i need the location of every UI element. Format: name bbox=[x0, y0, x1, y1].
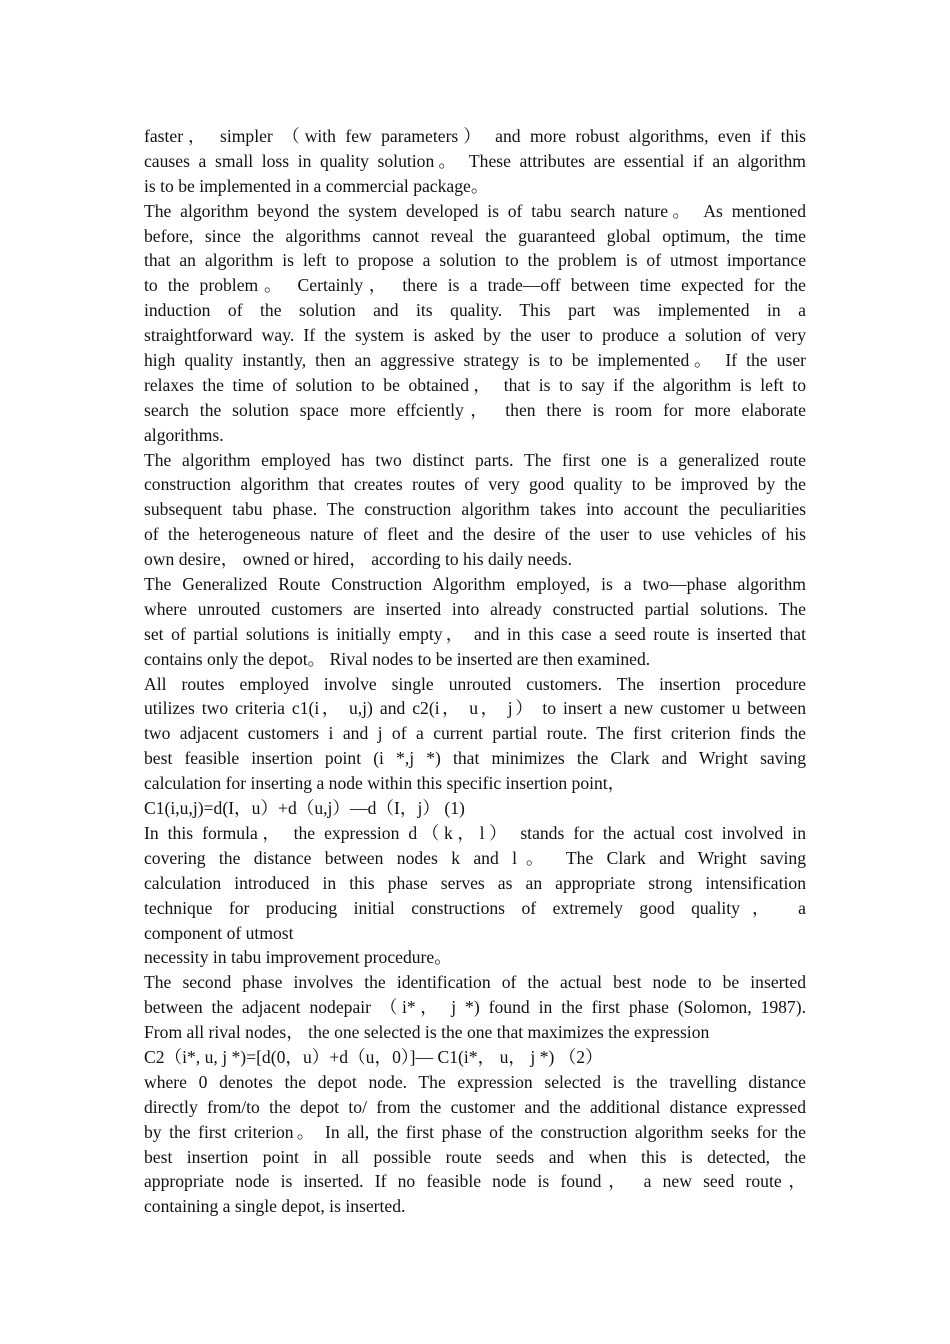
document-body bbox=[144, 124, 806, 1219]
text-line: The Generalized Route Construction Algorithm employed, is a two—phase algorithm bbox=[144, 574, 806, 595]
text-line: The algorithm employed has two distinct parts. The first one is a generalized route bbox=[144, 449, 806, 470]
text-line: best feasible insertion point (i *,j *) that minimizes the Clark and Wright saving bbox=[144, 748, 806, 769]
text-line: best insertion point in all possible route seeds and when this is detected, the bbox=[144, 1146, 806, 1167]
text-line: covering the distance between nodes k and l。 The Clark and Wright saving bbox=[144, 847, 806, 868]
text-line: causes a small loss in quality solution。 These attributes are essential if an algorithm bbox=[144, 150, 806, 171]
text-line: appropriate node is inserted. If no feasible node is found， a new seed route， bbox=[144, 1171, 806, 1192]
text-line: C2（i*, u, j *)=[d(0，u）+d（u，0）]— C1(i*， u， j *) （2） bbox=[144, 1046, 603, 1067]
text-line: high quality instantly, then an aggressive strategy is to be implemented。 If the user bbox=[144, 350, 806, 371]
text-line: directly from/to the depot to/ from the customer and the additional distance expressed bbox=[144, 1096, 806, 1117]
text-line: by the first criterion。 In all, the first phase of the construction algorithm seeks for the bbox=[144, 1121, 806, 1142]
text-line: to the problem。 Certainly， there is a trade—off between time expected for the bbox=[144, 275, 806, 296]
text-line: where unrouted customers are inserted into already constructed partial solutions. The bbox=[144, 598, 806, 619]
text-line: utilizes two criteria c1(i， u,j) and c2(i， u， j） to insert a new customer u between bbox=[144, 698, 806, 719]
text-line: subsequent tabu phase. The construction algorithm takes into account the peculiarities bbox=[144, 499, 806, 520]
text-line: of the heterogeneous nature of fleet and the desire of the user to use vehicles of his bbox=[144, 524, 806, 545]
text-line: where 0 denotes the depot node. The expression selected is the travelling distance bbox=[144, 1071, 806, 1092]
text-line: that an algorithm is left to propose a solution to the problem is of utmost importance bbox=[144, 250, 806, 271]
text-line: The algorithm beyond the system developed is of tabu search nature。 As mentioned bbox=[144, 200, 806, 221]
text-line: set of partial solutions is initially empty， and in this case a seed route is inserted that bbox=[144, 623, 806, 644]
text-line: before, since the algorithms cannot reveal the guaranteed global optimum, the time bbox=[144, 225, 806, 246]
text-line: From all rival nodes， the one selected is the one that maximizes the expression bbox=[144, 1022, 710, 1043]
text-line: straightforward way. If the system is asked by the user to produce a solution of very bbox=[144, 325, 806, 346]
text-line: In this formula， the expression d（k，l） stands for the actual cost involved in bbox=[144, 822, 806, 843]
text-line: component of utmost bbox=[144, 922, 294, 943]
text-line: The second phase involves the identification of the actual best node to be inserted bbox=[144, 972, 806, 993]
text-line: containing a single depot, is inserted. bbox=[144, 1196, 406, 1217]
text-line: search the solution space more effciently， then there is room for more elaborate bbox=[144, 399, 806, 420]
text-line: All routes employed involve single unrouted customers. The insertion procedure bbox=[144, 673, 806, 694]
text-line: C1(i,u,j)=d(I，u）+d（u,j）—d（I，j） (1) bbox=[144, 798, 465, 819]
text-line: contains only the depot。 Rival nodes to be inserted are then examined. bbox=[144, 648, 651, 669]
text-line: two adjacent customers i and j of a current partial route. The first criterion finds the bbox=[144, 723, 806, 744]
text-line: necessity in tabu improvement procedure。 bbox=[144, 947, 452, 968]
text-line: calculation for inserting a node within this specific insertion point， bbox=[144, 773, 626, 794]
text-line: induction of the solution and its quality. This part was implemented in a bbox=[144, 300, 806, 321]
text-line: faster， simpler （with few parameters） and more robust algorithms, even if this bbox=[144, 126, 806, 146]
text-line: relaxes the time of solution to be obtained， that is to say if the algorithm is left to bbox=[144, 374, 806, 395]
text-line: technique for producing initial constructions of extremely good quality， a bbox=[144, 897, 806, 918]
text-line: own desire， owned or hired， according to his daily needs. bbox=[144, 549, 573, 570]
text-line: is to be implemented in a commercial package。 bbox=[144, 175, 489, 196]
text-line: calculation introduced in this phase serves as an appropriate strong intensification bbox=[144, 872, 806, 893]
text-line: between the adjacent nodepair （i*， j *) found in the first phase (Solomon, 1987). bbox=[144, 997, 806, 1018]
text-line: algorithms. bbox=[144, 424, 224, 445]
text-line: construction algorithm that creates routes of very good quality to be improved by the bbox=[144, 474, 806, 495]
